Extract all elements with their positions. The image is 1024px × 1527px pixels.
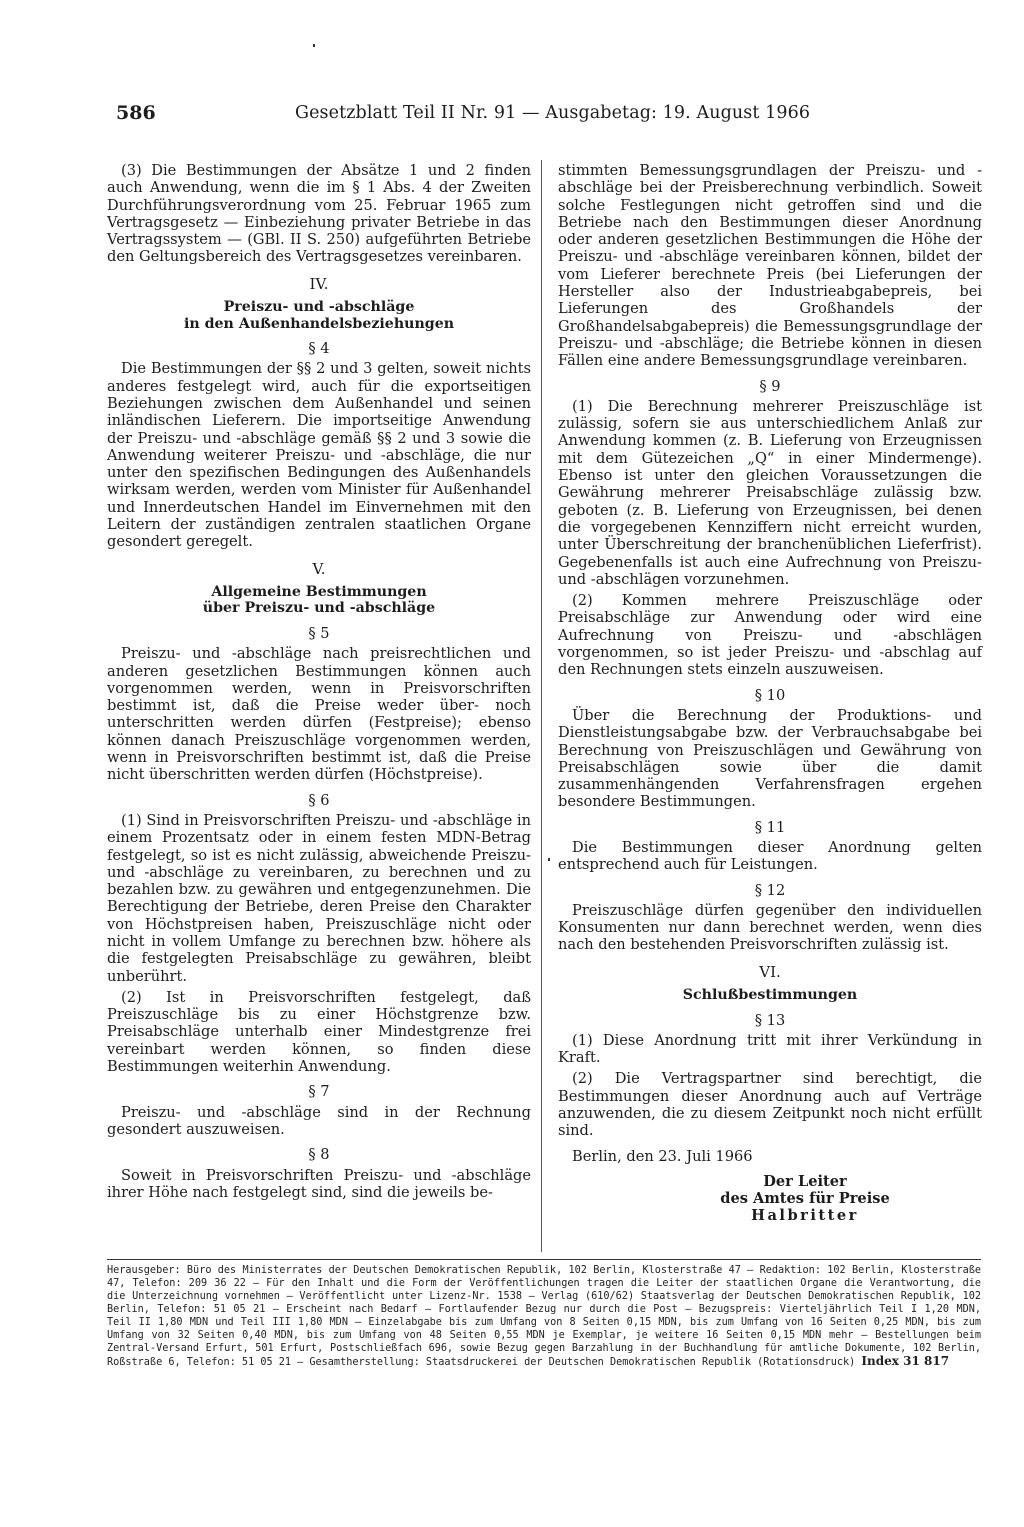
paragraph-9-1-text: (1) Die Berechnung mehrerer Preiszuschläge ist zulässig, sofern sie aus unterschiedlichem Anlaß zur Anwendung kommen (z. B. Lieferung von Erzeugnissen mit dem Gütezeichen „Q“ in einer Mindermenge). Ebenso ist unter den gleichen Voraussetzungen die Gewährung mehrerer Preisabschläge zulässig bzw. geboten (z. B. Lieferung von Erzeugnissen, bei denen die vorgegebenen Kennziffern nicht erreicht wurden, unter Überschreitung der branchenüblichen Lieferfrist). Gegebenenfalls ist auch eine Aufrechnung von Preiszu- und -abschlägen vorzunehmen. — [558, 397, 982, 588]
signature-date: Berlin, den 23. Juli 1966 — [572, 1147, 753, 1165]
section-iv-title — [107, 299, 531, 332]
print-speck — [548, 858, 550, 861]
section-v-title-line-2: über Preiszu- und -abschläge — [202, 600, 436, 617]
signature-title-line-2: des Amtes für Preise — [720, 1189, 890, 1207]
footer-text: Herausgeber: Büro des Ministerrates der Deutschen Demokratischen Republik, 102 Berlin, Klosterstraße 47 — Redaktion: 102 Berlin, Klosterstraße 47, Telefon: 209 36 22 — Für den Inhalt und die Form der Veröffentlichungen tragen die Leiter der staatlichen Organe die Verantwortung, die die Unterzeichnung vornehmen — Veröffentlicht unter Lizenz-Nr. 1538 — Verlag (610/62) Staatsverlag der Deutschen Demokratischen Republik, 102 Berlin, Telefon: 51 05 21 — Erscheint nach Bedarf — Fortlaufender Bezug nur durch die Post — Bezugspreis: Vierteljährlich Teil I 1,20 MDN, Teil II 1,80 MDN und Teil III 1,80 MDN — Einzelabgabe bis zum Umfang von 8 Seiten 0,15 MDN, bis zum Umfang von 16 Seiten 0,25 MDN, bis zum Umfang von 32 Seiten 0,40 MDN, bis zum Umfang von 48 Seiten 0,55 MDN je Exemplar, je weitere 16 Seiten 0,15 MDN mehr — Bestellungen beim Zentral-Versand Erfurt, 501 Erfurt, Postschließfach 696, sowie Bezug gegen Barzahlung in der Buchhandlung für amtliche Dokumente, 102 Berlin, Roßstraße 6, Telefon: 51 05 21 — Gesamtherstellung: Staatsdruckerei der Deutschen Demokratischen Republik (Rotationsdruck) — [107, 1265, 981, 1368]
signatory-name: Halbritter — [751, 1206, 859, 1224]
footer-index: Index 31 817 — [861, 1354, 950, 1368]
header-title: Gesetzblatt Teil II Nr. 91 — Ausgabetag: 19. August 1966 — [295, 103, 811, 123]
paragraph-7-number: § 7 — [308, 1083, 330, 1101]
paragraph-13-1-text: (1) Diese Anordnung tritt mit ihrer Verkündung in Kraft. — [558, 1031, 982, 1067]
paragraph-6-1-text: (1) Sind in Preisvorschriften Preiszu- und -abschläge in einem Prozentsatz oder in einem festen MDN-Betrag festgelegt, so ist es nicht zulässig, abweichende Preiszu- und -abschläge zu vereinbaren, zu berechnen und zu bezahlen bzw. zu gewähren und entgegenzunehmen. Die Berechtigung der Betriebe, deren Preise den Charakter von Höchstpreisen haben, Preiszuschläge nicht oder nicht in vollem Umfange zu berechnen bzw. höhere als die festgelegten Preisabschläge zu gewähren, bleibt unberührt. — [107, 811, 531, 985]
section-v-title — [107, 584, 531, 617]
paragraph-12-number: § 12 — [754, 881, 786, 899]
right-column — [558, 162, 982, 1224]
section-vi-title: Schlußbestimmungen — [682, 987, 858, 1004]
signature-block — [558, 1173, 982, 1207]
paragraph-5-text: Preiszu- und -abschläge nach preisrechtlichen und anderen gesetzlichen Bestimmungen können auch vorgenommen werden, wenn in Preisvorschriften bestimmt ist, daß die Preise weder über- noch unterschritten werden dürfen (Festpreise); ebenso können danach Preiszuschläge vorgenommen werden, wenn in Preisvorschriften bestimmt ist, daß die Preise nicht überschritten werden dürfen (Höchstpreise). — [107, 645, 531, 784]
paragraph-10-number: § 10 — [754, 686, 786, 704]
paragraph-3-3: (3) Die Bestimmungen der Absätze 1 und 2 finden auch Anwendung, wenn die im § 1 Abs. 4 der Zweiten Durchführungsverordnung vom 25. Februar 1965 zum Vertragsgesetz — Einbeziehung privater Betriebe in das Vertragssystem — (GBl. II S. 250) aufgeführten Betriebe den Geltungsbereich des Vertragsgesetzes vereinbaren. — [107, 162, 531, 266]
paragraph-13-2-text: (2) Die Vertragspartner sind berechtigt, die Bestimmungen dieser Anordnung auch auf Verträge anzuwenden, die zu diesem Zeitpunkt noch nicht erfüllt sind. — [558, 1070, 982, 1140]
column-divider — [541, 160, 542, 1252]
section-v-number: V. — [312, 559, 326, 578]
paragraph-8-text: Soweit in Preisvorschriften Preiszu- und -abschläge ihrer Höhe nach festgelegt sind, sind die jeweils be- — [107, 1166, 531, 1201]
print-speck — [313, 44, 315, 47]
paragraph-7-text: Preiszu- und -abschläge sind in der Rechnung gesondert auszuweisen. — [107, 1103, 531, 1138]
left-column — [107, 162, 531, 1205]
page-header — [100, 102, 986, 128]
section-iv-title-line-2: in den Außenhandelsbeziehungen — [183, 315, 455, 332]
section-v-title-line-1: Allgemeine Bestimmungen — [211, 583, 427, 600]
paragraph-6-number: § 6 — [308, 791, 330, 809]
paragraph-8-number: § 8 — [308, 1146, 330, 1164]
section-iv-title-line-1: Preiszu- und -abschläge — [223, 299, 415, 316]
footer-rule — [107, 1259, 981, 1260]
paragraph-10-text: Über die Berechnung der Produktions- und Dienstleistungsabgabe bzw. der Verbrauchsabgabe bei Berechnung von Preiszuschlägen und Gewährung von Preisabschlägen sowie über die damit zusammenhängenden Verfahrensfragen ergehen besondere Bestimmungen. — [558, 706, 982, 811]
paragraph-9-number: § 9 — [759, 377, 781, 395]
paragraph-9-2-text: (2) Kommen mehrere Preiszuschläge oder Preisabschläge zur Anwendung oder wird eine Aufrechnung von Preiszu- und -abschlägen vorgenommen, so ist jeder Preiszu- und -abschlag auf den Rechnungen stets einzeln auszuweisen. — [558, 592, 982, 679]
paragraph-11-text: Die Bestimmungen dieser Anordnung gelten entsprechend auch für Leistungen. — [558, 838, 982, 874]
paragraph-11-number: § 11 — [754, 818, 786, 836]
page-number: 586 — [116, 102, 156, 124]
publisher-footer — [107, 1264, 981, 1369]
paragraph-4-number: § 4 — [308, 340, 330, 358]
paragraph-12-text: Preiszuschläge dürfen gegenüber den individuellen Konsumenten nur dann berechnet werden, wenn dies nach den bestehenden Preisvorschriften zulässig ist. — [558, 901, 982, 954]
paragraph-13-number: § 13 — [754, 1011, 786, 1029]
paragraph-4-text: Die Bestimmungen der §§ 2 und 3 gelten, soweit nichts anderes festgelegt wird, auch für die exportseitigen Beziehungen zwischen dem Außenhandel und seinen inländischen Lieferern. Die importseitige Anwendung der Preiszu- und -abschläge gemäß §§ 2 und 3 sowie die Anwendung weiterer Preiszu- und -abschläge, die nur unter den spezifischen Bedingungen des Außenhandels wirksam werden, werden vom Minister für Außenhandel und Innerdeutschen Handel im Einvernehmen mit den Leitern der zuständigen zentralen staatlichen Organe gesondert geregelt. — [107, 360, 531, 551]
signature-title-line-1: Der Leiter — [763, 1172, 847, 1190]
paragraph-6-2-text: (2) Ist in Preisvorschriften festgelegt, daß Preiszuschläge bis zu einer Höchstgrenze bzw. Preisabschläge unterhalb einer Mindestgrenze frei vereinbart werden können, so finden diese Bestimmungen weiterhin Anwendung. — [107, 988, 531, 1076]
paragraph-8-continued: stimmten Bemessungsgrundlagen der Preiszu- und -abschläge bei der Preisberechnung verbindlich. Soweit solche Festlegungen nicht getroffen sind und die Betriebe nach den Bestimmungen dieser Anordnung oder anderen gesetzlichen Bestimmungen die Höhe der Preiszu- und -abschläge vereinbaren können, bildet der vom Lieferer berechnete Preis (bei Lieferungen der Hersteller also der Industrieabgabepreis, bei Lieferungen des Großhandels der Großhandelsabgabepreis) die Bemessungsgrundlage der Preiszu- und -abschläge; die Betriebe können in diesen Fällen eine andere Bemessungsgrundlage vereinbaren. — [558, 162, 982, 370]
paragraph-5-number: § 5 — [308, 624, 330, 642]
section-iv-number: IV. — [309, 274, 329, 293]
section-vi-number: VI. — [759, 962, 781, 981]
